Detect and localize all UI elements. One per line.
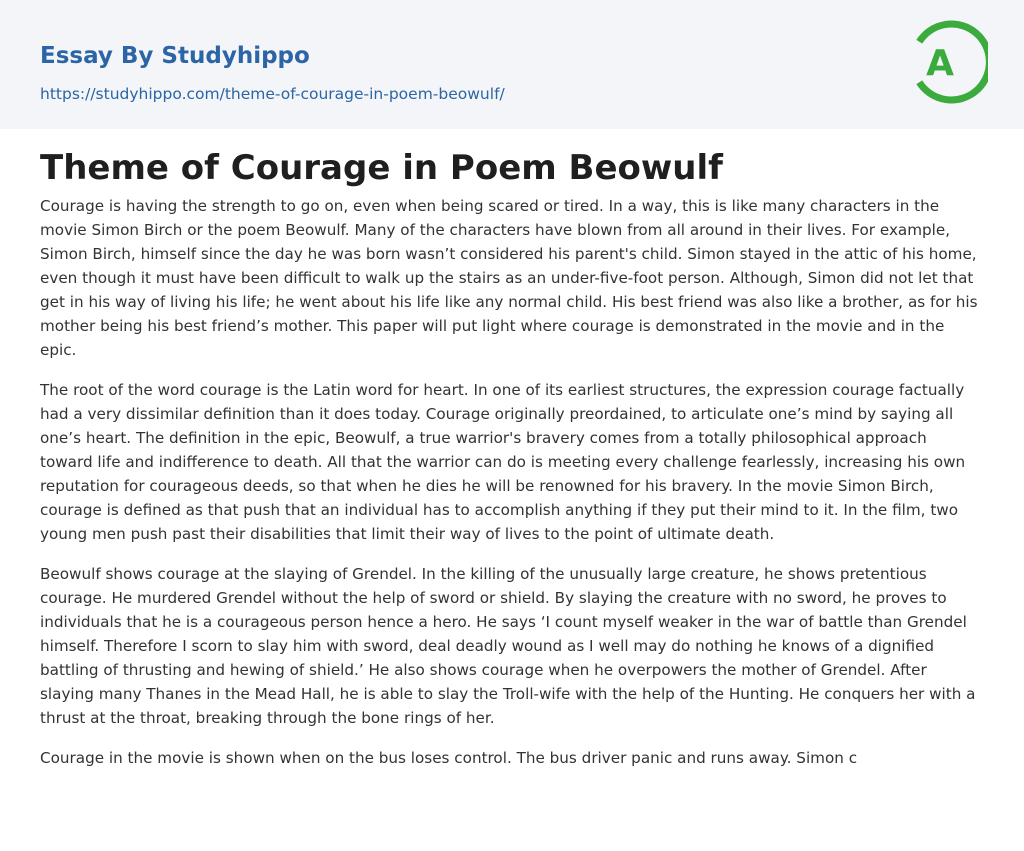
- source-url-link[interactable]: https://studyhippo.com/theme-of-courage-in-poem-beowulf/: [40, 85, 505, 103]
- site-header: [0, 0, 1024, 129]
- essay-title: Theme of Courage in Poem Beowulf: [40, 148, 723, 188]
- studyhippo-logo-icon[interactable]: [910, 18, 988, 106]
- essay-paragraph: Courage is having the strength to go on, even when being scared or tired. In a way, this is like many characters in the movie Simon Birch or the poem Beowulf. Many of the characters have blown from all around in their lives. For example, Simon Birch, himself since the day he was born wasn’t considered his parent's child. Simon stayed in the attic of his home, even though it must have been difficult to walk up the stairs as an under-five-foot person. Although, Simon did not let that get in his way of living his life; he went about his life like any normal child. His best friend was also like a brother, as for his mother being his best friend’s mother. This paper will put light where courage is demonstrated in the movie and in the epic.: [40, 197, 978, 359]
- essay-paragraph: The root of the word courage is the Latin word for heart. In one of its earliest structures, the expression courage factually had a very dissimilar definition than it does today. Courage originally preordained, to articulate one’s mind by saying all one’s heart. The definition in the epic, Beowulf, a true warrior's bravery comes from a totally philosophical approach toward life and indifference to death. All that the warrior can do is meeting every challenge fearlessly, increasing his own reputation for courageous deeds, so that when he dies he will be renowned for his bravery. In the movie Simon Birch, courage is defined as that push that an individual has to accomplish anything if they put their mind to it. In the film, two young men push past their disabilities that limit their way of lives to the point of ultimate death.: [40, 381, 966, 543]
- brand-name[interactable]: Essay By Studyhippo: [40, 43, 310, 69]
- essay-paragraph: Beowulf shows courage at the slaying of Grendel. In the killing of the unusually large creature, he shows pretentious courage. He murdered Grendel without the help of sword or shield. By slaying the creature with no sword, he proves to individuals that he is a courageous person hence a hero. He says ‘I count myself weaker in the war of battle than Grendel himself. Therefore I scorn to slay him with sword, deal deadly wound as I well may do nothing he knows of a dignified battling of thrusting and hewing of shield.’ He also shows courage when he overpowers the mother of Grendel. After slaying many Thanes in the Mead Hall, he is able to slay the Troll-wife with the help of the Hunting. He conquers her with a thrust at the throat, breaking through the bone rings of her.: [40, 565, 976, 727]
- logo-letter: A: [926, 43, 954, 84]
- essay-body: [40, 194, 984, 786]
- essay-paragraph: Courage in the movie is shown when on the bus loses control. The bus driver panic and runs away. Simon c: [40, 749, 858, 767]
